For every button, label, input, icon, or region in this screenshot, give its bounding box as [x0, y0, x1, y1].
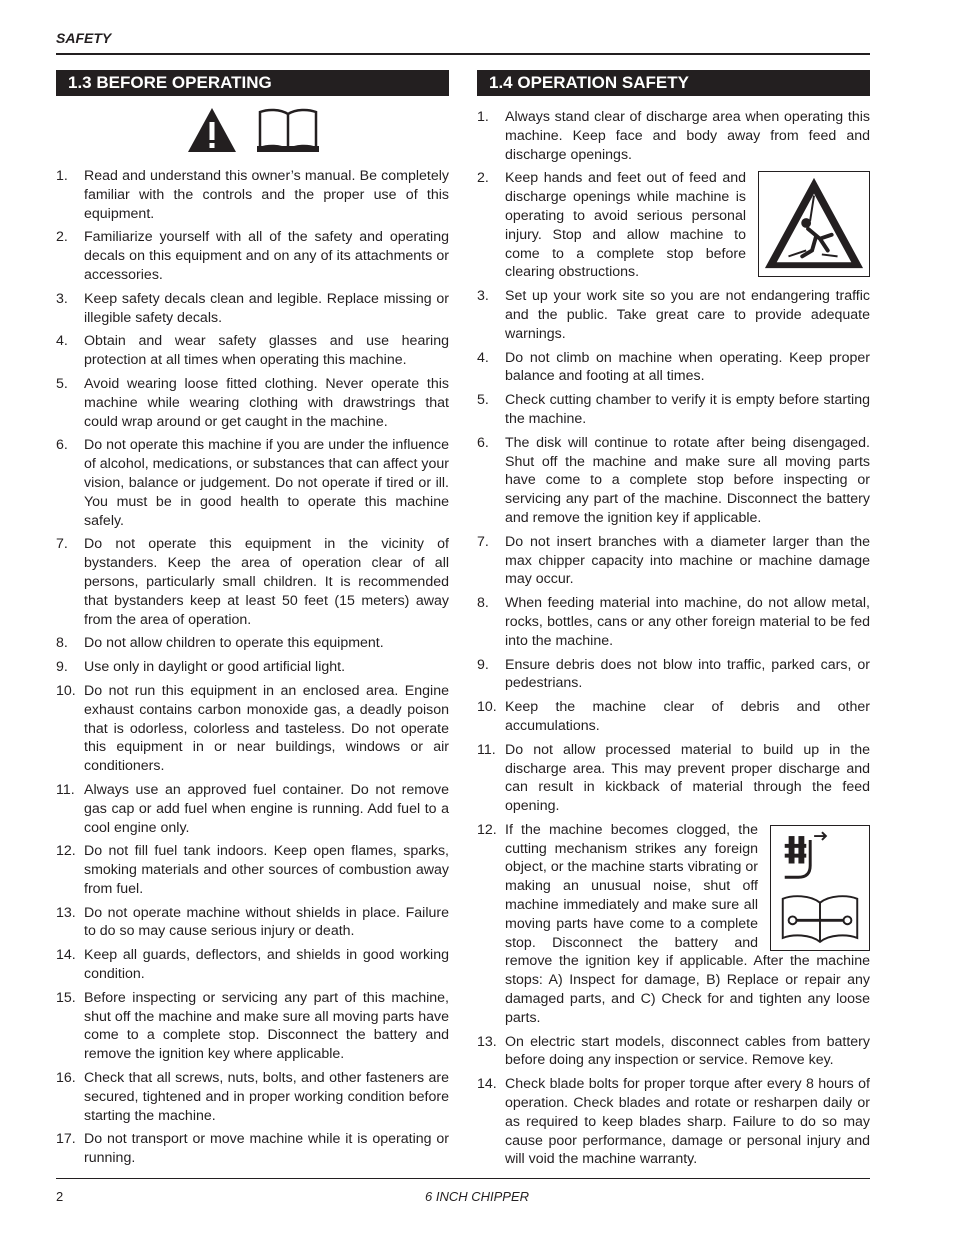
- item-number: 5.: [477, 392, 489, 409]
- item-text: If the machine becomes clogged, the cutting mechanism strikes any foreign object, or the machine starts vibrating or making an unusual noise, shut off machine immediately and make sure all moving parts have come to a complete stop. Disconnect the battery and remove the ignition key if applicable. After the machine stops: A) Inspect for damage, B) Replace or repair any damaged parts, and C) Check for and tighten any loose parts.: [505, 821, 870, 1026]
- item-text: Do not insert branches with a diameter larger than the max chipper capacity into machine or machine damage may occur.: [505, 533, 870, 588]
- list-item: [56, 989, 449, 1064]
- item-text: Keep all guards, deflectors, and shields in good working condition.: [84, 947, 449, 983]
- item-text: Familiarize yourself with all of the safety and operating decals on this equipment and on any of its attachments or accessories.: [84, 229, 449, 283]
- item-number: 2.: [477, 170, 489, 187]
- maintenance-manual-icon: [770, 825, 870, 951]
- list-item: [56, 535, 449, 629]
- list-item: [477, 533, 870, 589]
- list-item: [56, 290, 449, 328]
- list-item: [477, 1033, 870, 1071]
- operation-safety-section: [477, 70, 870, 1174]
- list-item: [56, 781, 449, 837]
- item-number: 4.: [477, 349, 489, 366]
- list-item: [477, 594, 870, 650]
- item-text: Set up your work site so you are not endangering traffic and the public. Take great care to provide adequate warnings.: [505, 288, 870, 342]
- item-text: On electric start models, disconnect cables from battery before doing any inspection or service. Remove key.: [505, 1033, 870, 1069]
- list-item: [56, 375, 449, 431]
- list-item: [56, 1069, 449, 1125]
- item-number: 14.: [477, 1076, 497, 1093]
- document-title: 6 INCH CHIPPER: [424, 1189, 530, 1204]
- item-text: The disk will continue to rotate after being disengaged. Shut off the machine and make sure all moving parts have come to a complete stop before inspecting or servicing any part of the machine. Disconnect the battery and remove the ignition key if applicable.: [505, 434, 870, 526]
- item-number: 13.: [56, 904, 76, 921]
- list-item: [477, 821, 870, 1028]
- item-number: 10.: [56, 682, 76, 699]
- item-text: Always stand clear of discharge area when operating this machine. Keep face and body away from feed and discharge openings.: [505, 109, 870, 163]
- item-number: 7.: [56, 536, 68, 553]
- item-number: 9.: [477, 656, 489, 673]
- list-item: [56, 634, 449, 653]
- item-text: Check cutting chamber to verify it is empty before starting the machine.: [505, 392, 870, 427]
- before-operating-list: [56, 167, 449, 1168]
- item-text: Keep safety decals clean and legible. Replace missing or illegible safety decals.: [84, 290, 449, 326]
- item-number: 17.: [56, 1131, 76, 1148]
- item-text: Do not operate this equipment in the vicinity of bystanders. Keep the area of operation clear of all persons, particularly small children. It is recommended that bystanders keep at least 50 feet (15 meters) away from the area of operation.: [84, 536, 449, 628]
- item-text: Before inspecting or servicing any part of this machine, shut off the machine and make sure all moving parts have come to a complete stop. Disconnect the battery and remove the ignition key where applicable.: [84, 989, 449, 1063]
- item-text: Do not operate machine without shields in place. Failure to do so may cause serious injury or death.: [84, 904, 449, 940]
- list-item: [56, 904, 449, 942]
- item-text: Do not fill fuel tank indoors. Keep open flames, sparks, smoking materials and other sources of combustion away from fuel.: [84, 843, 449, 897]
- open-book-icon: [256, 106, 320, 154]
- item-text: Do not climb on machine when operating. Keep proper balance and footing at all times.: [505, 349, 870, 385]
- item-number: 15.: [56, 989, 76, 1006]
- item-text: Do not run this equipment in an enclosed area. Engine exhaust contains carbon monoxide gas, a deadly poison that is odorless, colorless and tasteless. Do not operate this equipment in or near buildings, windows or air conditioners.: [84, 682, 449, 775]
- item-text: Keep the machine clear of debris and other accumulations.: [505, 699, 870, 734]
- list-item: [56, 842, 449, 898]
- warning-triangle-icon: [186, 106, 238, 154]
- running-header: SAFETY: [56, 30, 112, 46]
- safety-icons: [56, 106, 449, 154]
- item-number: 13.: [477, 1033, 497, 1050]
- list-item: [477, 434, 870, 528]
- item-number: 14.: [56, 947, 76, 964]
- operation-safety-list: [477, 108, 870, 1169]
- list-item: [477, 108, 870, 164]
- list-item: [477, 349, 870, 387]
- item-text: Use only in daylight or good artificial light.: [84, 659, 346, 676]
- section-heading-before-operating: 1.3 BEFORE OPERATING: [56, 70, 449, 96]
- list-item: [56, 946, 449, 984]
- item-number: 6.: [477, 434, 489, 451]
- item-number: 11.: [477, 741, 496, 758]
- list-item: [477, 169, 870, 282]
- item-number: 8.: [56, 635, 68, 652]
- list-item: [56, 1130, 449, 1168]
- list-item: [477, 287, 870, 343]
- item-text: Ensure debris does not blow into traffic, parked cars, or pedestrians.: [505, 656, 870, 692]
- item-number: 1.: [56, 168, 68, 184]
- before-operating-section: [56, 70, 449, 1173]
- header-rule: [56, 53, 870, 55]
- item-text: Keep hands and feet out of feed and discharge openings while machine is operating to avoid serious personal injury. Stop and allow machine to come to a complete stop before clearing obstructions.: [505, 170, 746, 281]
- item-number: 8.: [477, 595, 489, 612]
- footer-rule: [56, 1178, 870, 1179]
- item-number: 11.: [56, 781, 75, 798]
- item-number: 7.: [477, 533, 489, 550]
- list-item: [477, 391, 870, 429]
- page-number: 2: [56, 1189, 64, 1204]
- item-number: 9.: [56, 659, 68, 676]
- item-text: When feeding material into machine, do not allow metal, rocks, bottles, cans or any other foreign material to be fed into the machine.: [505, 595, 870, 649]
- item-text: Do not allow processed material to build up in the discharge area. This may prevent proper discharge and can result in kickback of material through the feed opening.: [505, 741, 870, 815]
- item-text: Do not operate this machine if you are under the influence of alcohol, medications, or substances that can affect your vision, balance or judgement. Do not operate if tired or ill. You must be in good health to operate this machine safely.: [84, 437, 449, 529]
- list-item: [56, 682, 449, 776]
- item-text: Always use an approved fuel container. Do not remove gas cap or add fuel when engine is running. Add fuel to a cool engine only.: [84, 781, 449, 836]
- item-number: 6.: [56, 437, 68, 454]
- item-text: Do not allow children to operate this equipment.: [84, 635, 384, 652]
- hand-entanglement-warning-icon: [758, 171, 870, 277]
- item-text: Avoid wearing loose fitted clothing. Never operate this machine while wearing clothing with drawstrings that could wrap around or get caught in the machine.: [84, 375, 449, 430]
- list-item: [56, 228, 449, 284]
- item-number: 10.: [477, 699, 497, 716]
- section-heading-operation-safety: 1.4 OPERATION SAFETY: [477, 70, 870, 96]
- list-item: [477, 698, 870, 736]
- item-number: 5.: [56, 375, 68, 392]
- list-item: [56, 436, 449, 530]
- item-number: 12.: [477, 821, 497, 838]
- list-item: [477, 656, 870, 694]
- list-item: [56, 167, 449, 223]
- list-item: [477, 1075, 870, 1169]
- item-number: 16.: [56, 1070, 76, 1087]
- item-number: 1.: [477, 109, 489, 125]
- item-text: Do not transport or move machine while it is operating or running.: [84, 1131, 449, 1167]
- item-number: 3.: [56, 290, 68, 307]
- item-text: Check blade bolts for proper torque after every 8 hours of operation. Check blades and rotate or resharpen daily or as required to keep blades sharp. Failure to do so may cause poor performance, damage or personal injury and will void the machine warranty.: [505, 1076, 870, 1168]
- item-text: Read and understand this owner’s manual. Be completely familiar with the controls and the proper use of this equipment.: [84, 168, 449, 222]
- item-number: 3.: [477, 288, 489, 305]
- item-number: 4.: [56, 333, 68, 350]
- list-item: [56, 332, 449, 370]
- item-text: Obtain and wear safety glasses and use hearing protection at all times when operating this machine.: [84, 333, 449, 369]
- item-number: 2.: [56, 229, 68, 246]
- list-item: [56, 658, 449, 677]
- item-number: 12.: [56, 843, 76, 860]
- list-item: [477, 741, 870, 816]
- item-text: Check that all screws, nuts, bolts, and other fasteners are secured, tightened and in proper working condition before starting the machine.: [84, 1070, 449, 1124]
